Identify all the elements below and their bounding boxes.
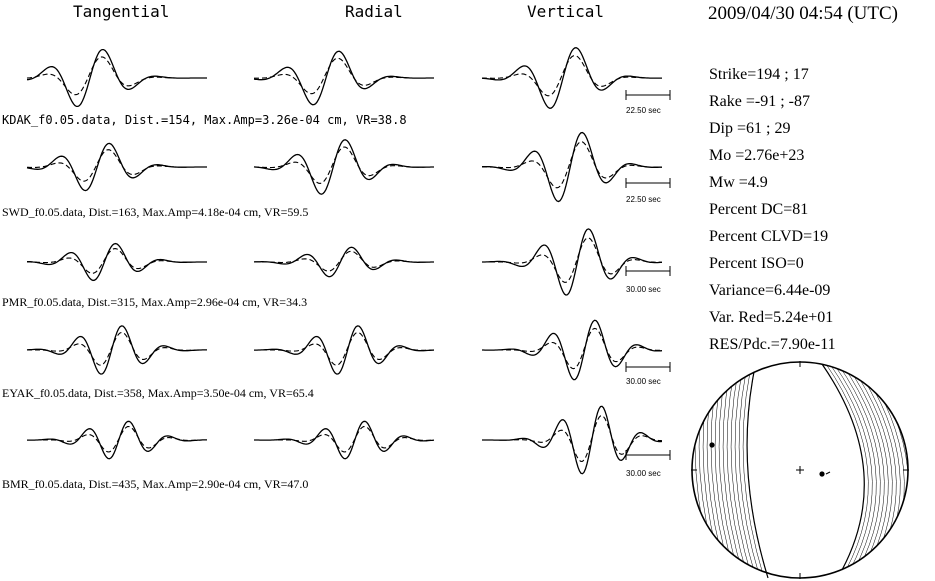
t-axis-tick [826, 472, 830, 474]
hatch-line [890, 364, 932, 570]
time-scale-label: 30.00 sec [626, 469, 661, 478]
time-scale-bar [626, 362, 670, 386]
station-label-pmr: PMR_f0.05.data, Dist.=315, Max.Amp=2.96e-04 cm, VR=34.3 [2, 295, 308, 309]
param-mw: Mw =4.9 [709, 174, 768, 191]
param-percent-dc: Percent DC=81 [709, 201, 809, 218]
observed-trace-tangential [27, 143, 207, 190]
param-percent-clvd: Percent CLVD=19 [709, 228, 829, 245]
column-header-tangential: Tangential [73, 2, 170, 21]
nodal-plane-1 [747, 372, 768, 578]
observed-trace-tangential [27, 50, 207, 107]
synthetic-trace-radial [254, 58, 434, 93]
hatch-line [667, 372, 688, 578]
hatch-line [663, 372, 684, 578]
param-res-pdc: RES/Pdc.=7.90e-11 [709, 336, 836, 353]
event-datetime: 2009/04/30 04:54 (UTC) [708, 3, 898, 24]
station-label-eyak: EYAK_f0.05.data, Dist.=358, Max.Amp=3.50e-04 cm, VR=65.4 [2, 386, 314, 400]
hatch-line [703, 372, 724, 578]
param-mo: Mo =2.76e+23 [709, 147, 805, 164]
param-rake: Rake =-91 ; -87 [709, 93, 810, 110]
time-scale-bar [626, 266, 670, 294]
synthetic-trace-vertical [482, 56, 662, 96]
beachball-center-cross [796, 466, 804, 474]
synthetic-trace-radial [254, 147, 434, 183]
time-scale-label: 30.00 sec [626, 377, 661, 386]
time-scale-bar [626, 178, 670, 204]
hatch-line [826, 364, 868, 570]
hatch-line [743, 372, 764, 578]
waveform-grid [27, 48, 662, 474]
station-label-swd: SWD_f0.05.data, Dist.=163, Max.Amp=4.18e-04 cm, VR=59.5 [2, 205, 309, 219]
hatch-line [699, 372, 720, 578]
hatch-line [679, 372, 700, 578]
time-scale-bar [626, 90, 670, 115]
param-variance: Variance=6.44e-09 [709, 282, 831, 299]
param-percent-iso: Percent ISO=0 [709, 255, 804, 272]
hatch-line [691, 372, 712, 578]
hatch-line [894, 364, 935, 570]
hatch-line [687, 372, 708, 578]
station-label-bmr: BMR_f0.05.data, Dist.=435, Max.Amp=2.90e-04 cm, VR=47.0 [2, 477, 309, 491]
hatch-line [822, 364, 864, 570]
t-axis-dot [819, 471, 824, 476]
hatch-line [902, 364, 935, 570]
time-scale-label: 22.50 sec [626, 106, 661, 115]
param-var-red: Var. Red=5.24e+01 [709, 309, 834, 326]
station-label-kdak: KDAK_f0.05.data, Dist.=154, Max.Amp=3.26e-04 cm, VR=38.8 [2, 113, 407, 127]
param-dip: Dip =61 ; 29 [709, 120, 791, 137]
hatch-line [830, 364, 872, 570]
synthetic-trace-tangential [27, 249, 207, 274]
param-strike: Strike=194 ; 17 [709, 66, 809, 83]
synthetic-trace-tangential [27, 57, 207, 95]
column-header-vertical: Vertical [527, 2, 605, 21]
hatch-line [671, 372, 692, 578]
hatch-line [906, 364, 935, 570]
nodal-plane-2 [822, 364, 864, 570]
hatch-line [683, 372, 704, 578]
time-scale-bar [626, 450, 670, 478]
focal-mechanism-beachball [663, 361, 935, 579]
source-parameters [709, 66, 836, 353]
synthetic-trace-tangential [27, 333, 207, 366]
column-header-radial: Radial [345, 2, 403, 21]
synthetic-trace-vertical [482, 238, 662, 282]
time-scale-label: 22.50 sec [626, 195, 661, 204]
hatch-line [747, 372, 768, 578]
p-axis-dot [709, 442, 714, 447]
hatch-line [695, 372, 716, 578]
time-scale-label: 30.00 sec [626, 285, 661, 294]
synthetic-trace-radial [254, 333, 434, 366]
